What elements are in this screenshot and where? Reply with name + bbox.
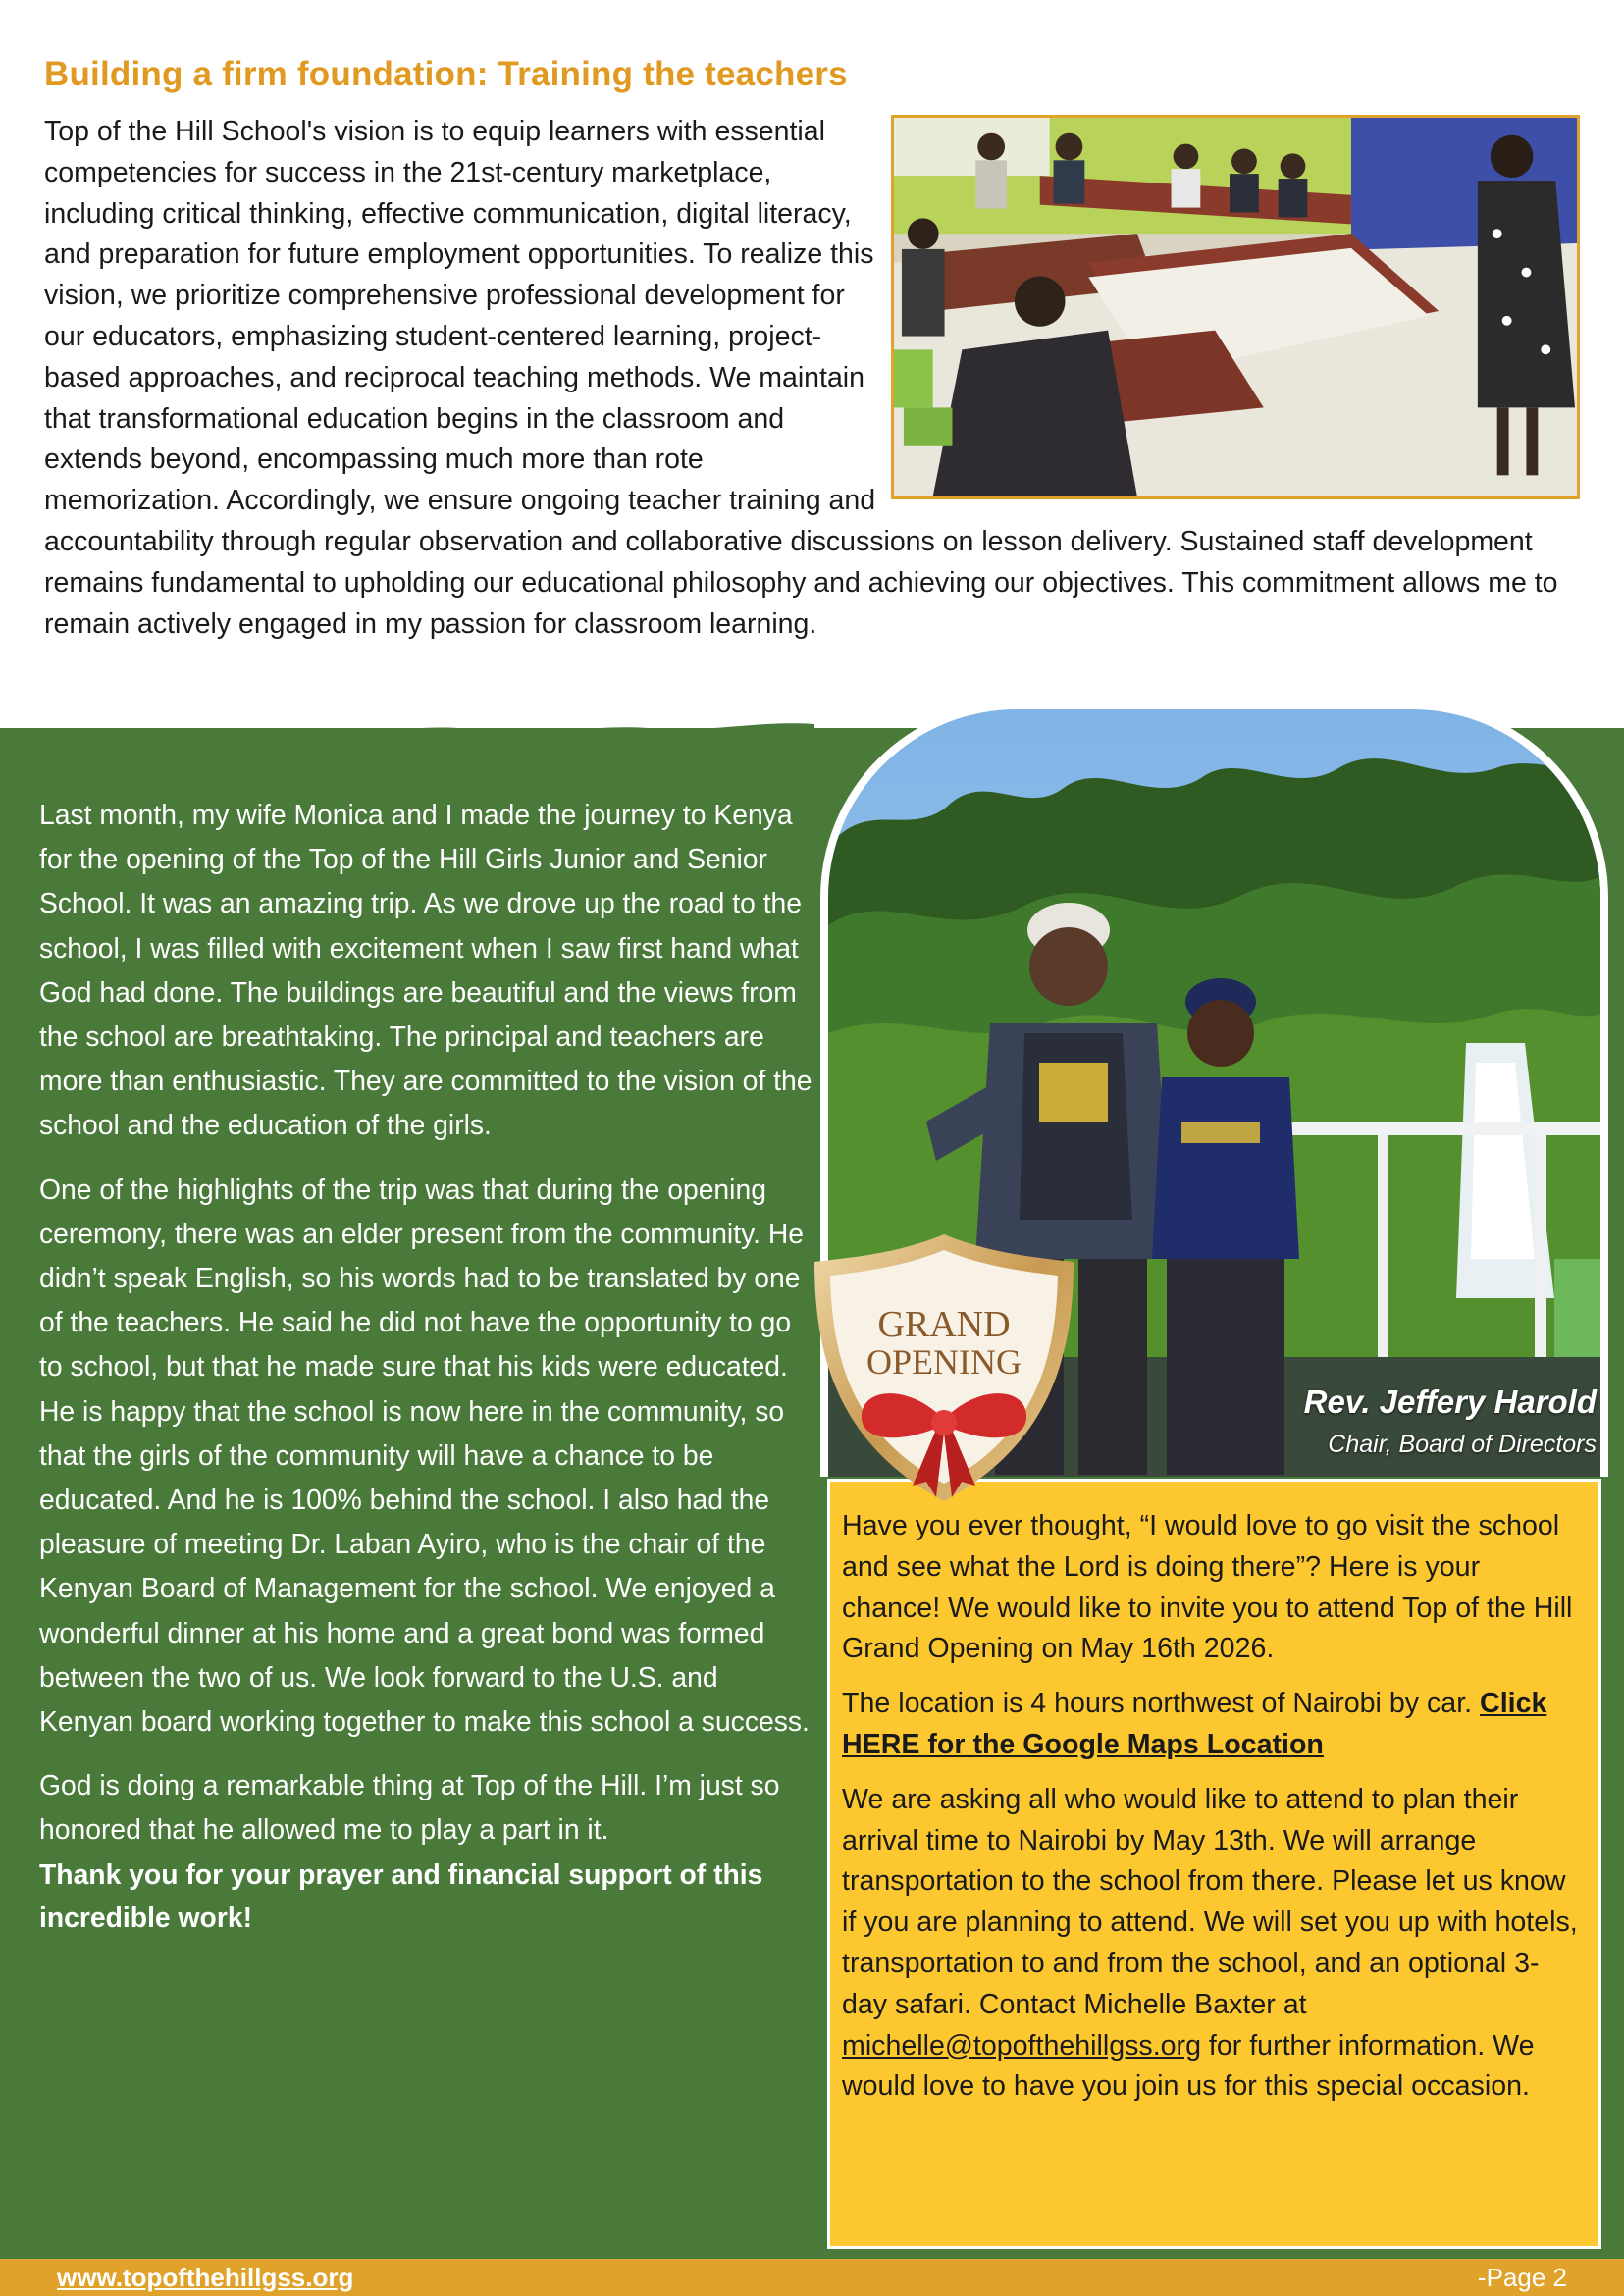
footer-website-link[interactable]: www.topofthehillgss.org — [57, 2263, 354, 2292]
letter-paragraph-3: God is doing a remarkable thing at Top of the Hill. I’m just so honored that he allowed me to play a part in it. — [39, 1769, 780, 1846]
photo-float-spacer — [880, 112, 1585, 496]
caption-name: Rev. Jeffery Harold — [1303, 1383, 1597, 1420]
article-body-text: Top of the Hill School's vision is to equip learners with essential competencies for success in the 21st-century marketplace, including critical thinking, effective communication, digital literacy, and preparation for future employment opportunities. To realize this vision, we prioritize comprehensive professional development for our educators, emphasizing student-centered learning, project-based approaches, and reciprocal teaching methods. We maintain that transformational education begins in the classroom and extends beyond, encompassing much more than rote memorization. Accordingly, we ensure ongoing teacher training and accountability through regular observation and collaborative discussions on lesson delivery. Sustained staff development remains fundamental to upholding our educational philosophy and achieving our objectives. This commitment allows me to remain actively engaged in my passion for classroom learning. — [44, 116, 1558, 640]
letter-paragraph-1: Last month, my wife Monica and I made the journey to Kenya for the opening of the Top of the Hill Girls Junior and Senior School. It was an amazing trip. As we drove up the road to the school, I was filled with excitement when I saw first hand what God had done. The buildings are beautiful and the views from the school are breathtaking. The principal and teachers are more than enthusiastic. They are committed to the vision of the school and the education of the girls. — [39, 799, 812, 1141]
badge-line-2: OPENING — [866, 1342, 1022, 1382]
google-maps-link[interactable]: Click HERE for the Google Maps Location — [842, 1688, 1547, 1760]
letter-thanks: Thank you for your prayer and financial support of this incredible work! — [39, 1857, 763, 1933]
footer-page-number: -Page 2 — [1477, 2263, 1567, 2292]
invite-paragraph-2 — [842, 1684, 1579, 1766]
invite-location-text: The location is 4 hours northwest of Nairobi by car. — [842, 1688, 1481, 1720]
badge-graphic — [805, 1228, 1084, 1513]
article-title: Building a firm foundation: Training the teachers — [44, 55, 848, 93]
invite-paragraph-1: Have you ever thought, “I would love to go visit the school and see what the Lord is doing there”? Here is your chance! We would like to invite you to attend Top of the Hill Grand Opening on May 16th 2026. — [842, 1510, 1573, 1665]
contact-email-link[interactable]: michelle@topofthehillgss.org — [842, 2029, 1201, 2061]
page-footer — [0, 2259, 1624, 2296]
letter-column — [39, 793, 814, 1939]
caption-role: Chair, Board of Directors — [1328, 1431, 1597, 1458]
article-section — [0, 0, 1624, 785]
grand-opening-badge — [805, 1228, 1084, 1513]
invite-contact-text: We are asking all who would like to attend to plan their arrival time to Nairobi by May 13th. We will arrange transportation to the school from there. Please let us know if you are planning to attend. We will set you up with hotels, transportation to and from the school, and an optional 3-day safari. Contact Michelle Baxter at — [842, 1783, 1578, 2020]
invite-closing-text: for further information. We would love to have you join us for this special occasion. — [842, 2029, 1535, 2103]
article-body — [44, 112, 1585, 645]
invitation-box — [827, 1479, 1601, 2249]
badge-line-1: GRAND — [877, 1304, 1011, 1345]
letter-paragraph-2: One of the highlights of the trip was that during the opening ceremony, there was an elder present from the community. He didn’t speak English, so his words had to be translated by one of the teachers. He said he did not have the opportunity to go to school, but that he made sure that his kids were educated. He is happy that the school is now here in the community, so that the girls of the community will have a chance to be educated. And he is 100% behind the school. I also had the pleasure of meeting Dr. Laban Ayiro, who is the chair of the Kenyan Board of Management for the school. We enjoyed a wonderful dinner at his home and a great bond was formed between the two of us. We look forward to the U.S. and Kenyan board working together to make this school a success. — [39, 1173, 810, 1738]
invite-paragraph-3 — [842, 1780, 1579, 2108]
